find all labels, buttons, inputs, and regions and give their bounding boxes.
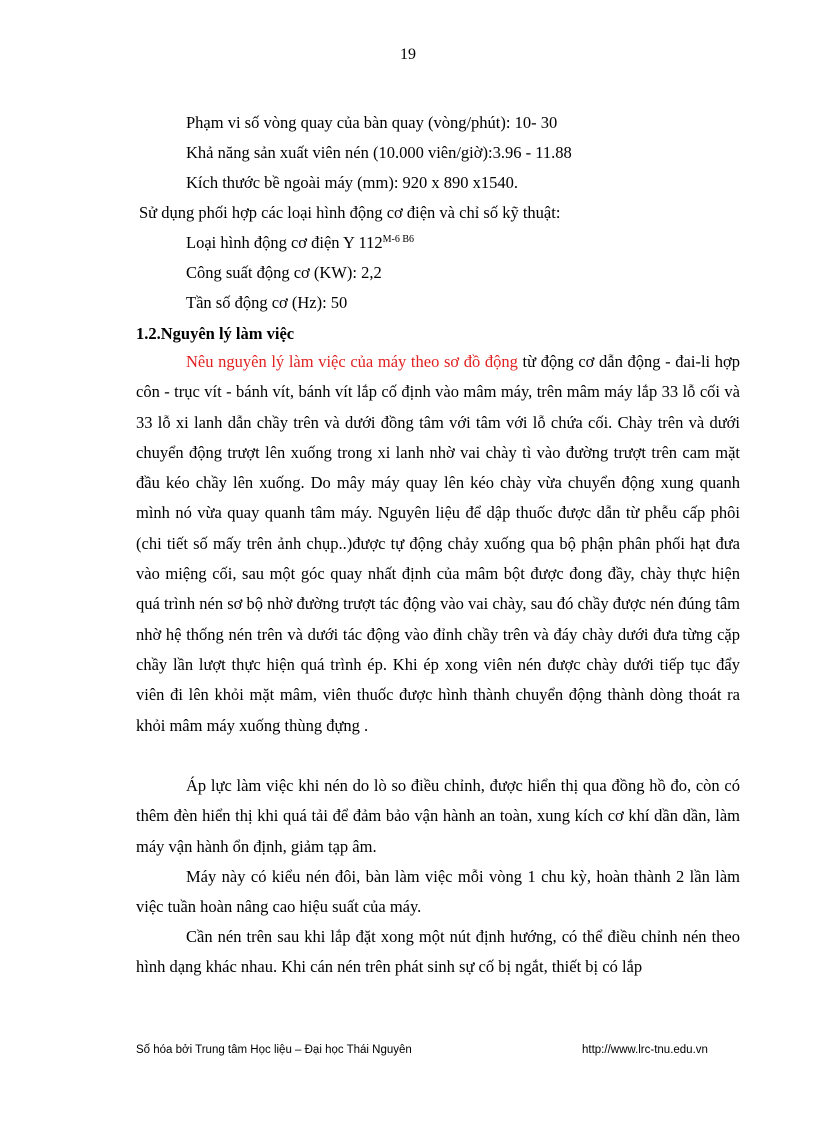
spec-machine-dimensions: Kích thước bề ngoài máy (mm): 920 x 890 x1540. bbox=[186, 173, 519, 192]
motor-intro: Sử dụng phối hợp các loại hình động cơ điện và chỉ số kỹ thuật: bbox=[139, 203, 561, 222]
footer-url[interactable]: http://www.lrc-tnu.edu.vn bbox=[582, 1044, 708, 1056]
paragraph-double-press: Máy này có kiểu nén đôi, bàn làm việc mỗi vòng 1 chu kỳ, hoàn thành 2 lần làm việc tuần hoàn nâng cao hiệu suất của máy. bbox=[136, 867, 740, 917]
page-number: 19 bbox=[400, 46, 416, 63]
highlighted-instruction: Nêu nguyên lý làm việc của máy theo sơ đồ động bbox=[186, 352, 518, 371]
spec-production-capacity: Khả năng sản xuất viên nén (10.000 viên/giờ):3.96 - 11.88 bbox=[186, 143, 572, 162]
paragraph-working-principle-text: từ động cơ dẫn động - đai-li hợp côn - trục vít - bánh vít, bánh vít lắp cố định vào mâm máy, trên mâm máy lắp 33 lỗ cối và 33 lỗ xi lanh dẫn chầy trên và dưới đồng tâm với tâm với lỗ chứa cối. Chày trên và dưới chuyển động trượt lên xuống trong xi lanh nhờ vai chày tì vào đường trượt trên cam mặt đầu kéo chầy lên xuống. Do mây máy quay lên kéo chày vừa chuyển động xung quanh mình nó vừa quay quanh tâm máy. Nguyên liệu để dập thuốc được dẫn từ phễu cấp phôi (chi tiết số mấy trên ảnh chụp..)được tự động chảy xuống qua bộ phận phân phối hạt đưa vào miệng cối, sau một góc quay nhất định của mâm bột được đong đầy, chày thực hiện quá trình nén sơ bộ nhờ đường trượt tác động vào vai chày, sau đó chầy được nén đúng tâm nhờ hệ thống nén trên và dưới tác động vào đỉnh chầy trên và đáy chày dưới đưa từng cặp chầy lần lượt thực hiện quá trình ép. Khi ép xong viên nén được chày dưới tiếp tục đẩy viên đi lên khỏi mặt mâm, viên thuốc được hình thành chuyển động thành dòng thoát ra khỏi mâm máy xuống thùng đựng . bbox=[136, 352, 740, 735]
section-heading: 1.2.Nguyên lý làm việc bbox=[136, 324, 295, 343]
motor-frequency: Tần số động cơ (Hz): 50 bbox=[186, 293, 348, 312]
motor-type-superscript: M-6 B6 bbox=[382, 234, 415, 245]
motor-power: Công suất động cơ (KW): 2,2 bbox=[186, 263, 382, 282]
motor-type-label: Loại hình động cơ điện Y 112 bbox=[186, 233, 383, 252]
paragraph-pressure: Áp lực làm việc khi nén do lò so điều chỉnh, được hiển thị qua đồng hồ đo, còn có thêm đèn hiển thị khi quá tải để đảm bảo vận hành an toàn, xung kích cơ khí dần dần, làm máy vận hành ổn định, giảm tạp âm. bbox=[136, 776, 740, 856]
paragraph-upper-press: Cần nén trên sau khi lắp đặt xong một nút định hướng, có thể điều chỉnh nén theo hình dạng khác nhau. Khi cán nén trên phát sinh sự cố bị ngắt, thiết bị có lắp bbox=[136, 927, 740, 977]
paragraph-working-principle bbox=[136, 347, 740, 741]
motor-type bbox=[186, 233, 414, 253]
footer-source: Số hóa bởi Trung tâm Học liệu – Đại học Thái Nguyên bbox=[136, 1044, 412, 1056]
spec-rotation-speed: Phạm vi số vòng quay của bàn quay (vòng/phút): 10- 30 bbox=[186, 113, 558, 132]
